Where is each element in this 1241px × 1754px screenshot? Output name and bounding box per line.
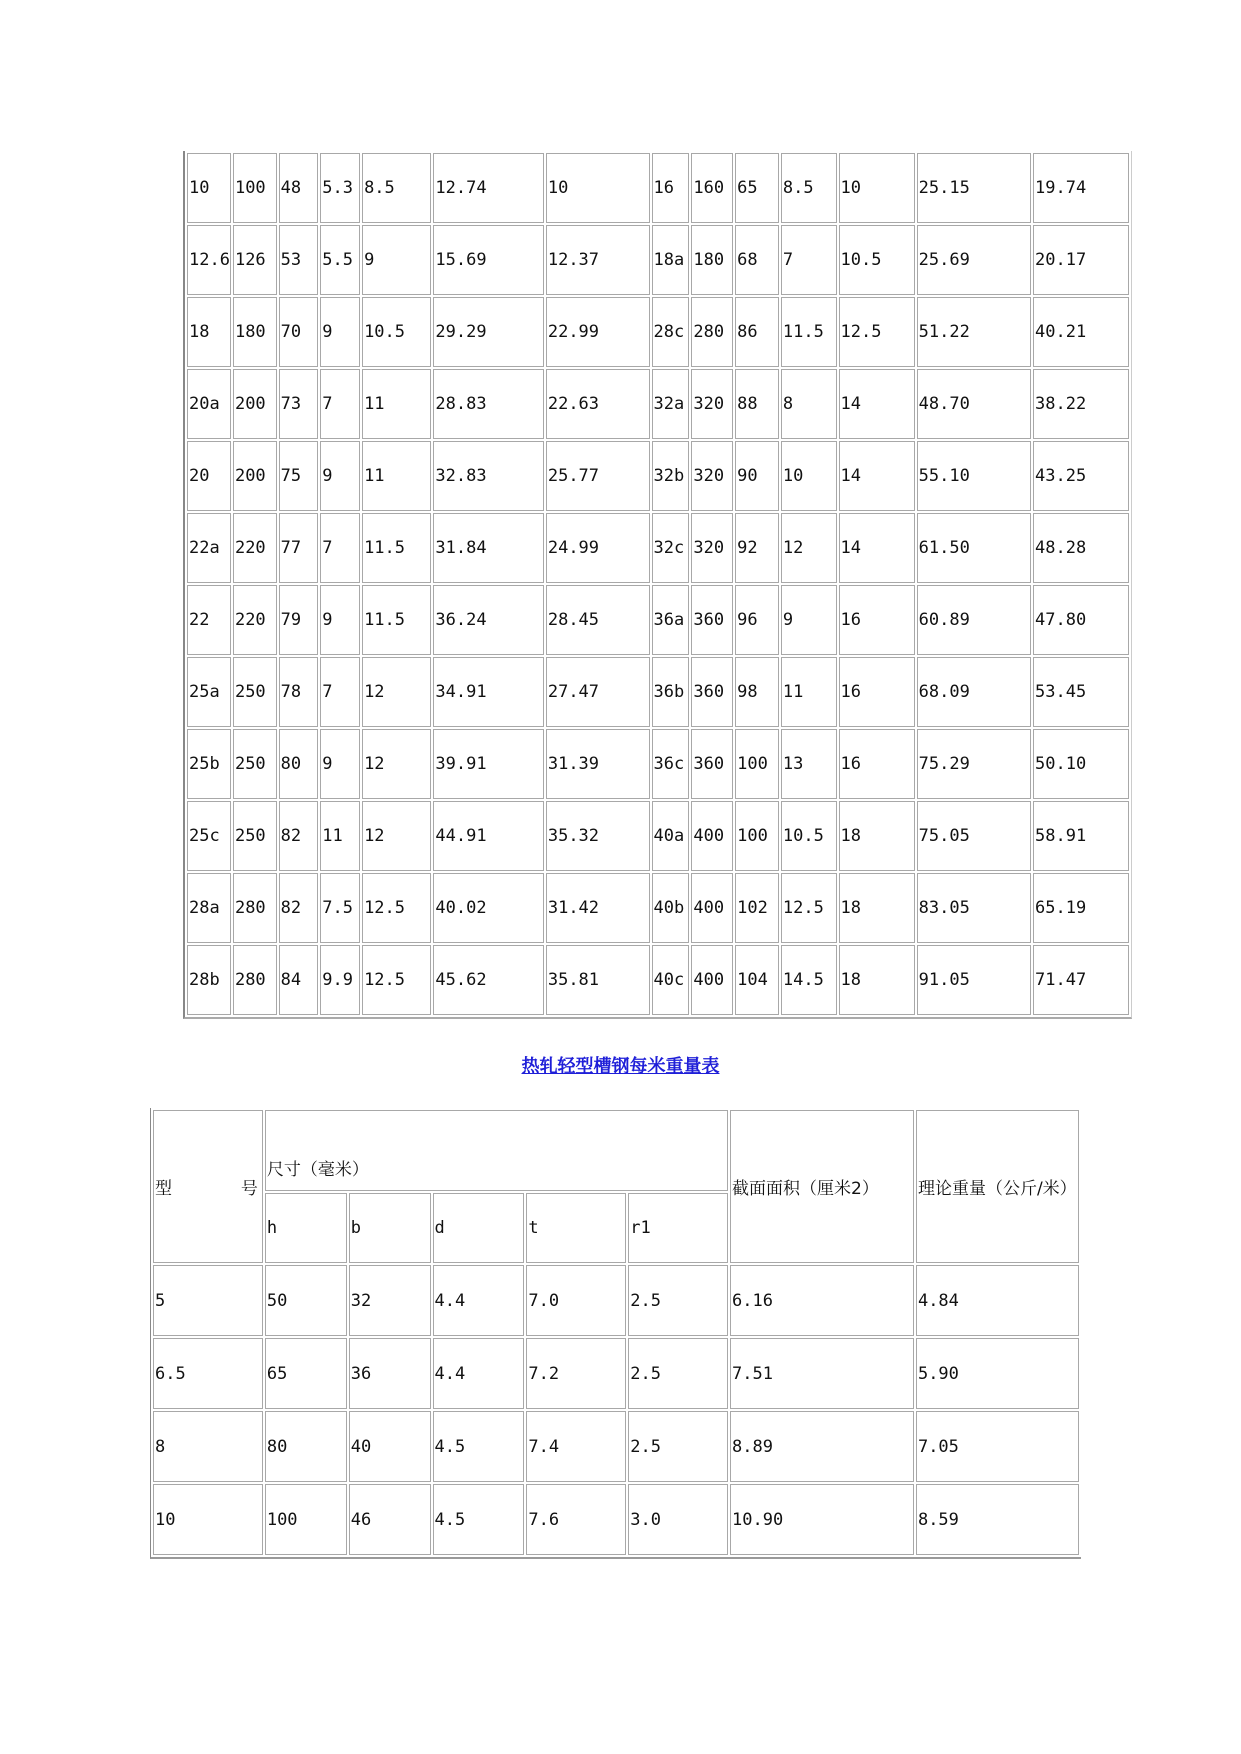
table-cell: 20 <box>187 441 231 511</box>
table-cell: 25.15 <box>917 153 1031 223</box>
table-cell: 28b <box>187 945 231 1015</box>
table-cell: 12.37 <box>546 225 650 295</box>
table-cell: 48.28 <box>1033 513 1129 583</box>
table-cell: 36b <box>652 657 690 727</box>
table-cell: 280 <box>233 873 277 943</box>
table-cell: 36c <box>652 729 690 799</box>
table-cell: 28.45 <box>546 585 650 655</box>
table-cell: 60.89 <box>917 585 1031 655</box>
table-cell: 29.29 <box>433 297 543 367</box>
subheader-t: t <box>526 1193 626 1263</box>
table-cell: 28c <box>652 297 690 367</box>
table-cell: 46 <box>349 1484 431 1555</box>
table-cell: 126 <box>233 225 277 295</box>
table-cell: 28a <box>187 873 231 943</box>
table-cell: 3.0 <box>628 1484 728 1555</box>
table-cell: 280 <box>691 297 733 367</box>
table-cell: 104 <box>735 945 779 1015</box>
table-cell: 84 <box>279 945 319 1015</box>
table-cell: 7.05 <box>916 1411 1079 1482</box>
table-cell: 7.5 <box>320 873 360 943</box>
table-cell: 5.90 <box>916 1338 1079 1409</box>
table-cell: 16 <box>652 153 690 223</box>
table-cell: 280 <box>233 945 277 1015</box>
table-cell: 24.99 <box>546 513 650 583</box>
table-cell: 6.16 <box>730 1265 914 1336</box>
table-cell: 25.77 <box>546 441 650 511</box>
table-cell: 79 <box>279 585 319 655</box>
table-cell: 43.25 <box>1033 441 1129 511</box>
light-channel-weight-table <box>150 1108 1081 1559</box>
table-row <box>187 369 1129 439</box>
table-cell: 18 <box>839 945 915 1015</box>
table-cell: 12 <box>362 801 431 871</box>
table-cell: 25a <box>187 657 231 727</box>
table-cell: 250 <box>233 729 277 799</box>
table-cell: 200 <box>233 441 277 511</box>
table-cell: 91.05 <box>917 945 1031 1015</box>
table-cell: 10.5 <box>781 801 837 871</box>
table-cell: 4.84 <box>916 1265 1079 1336</box>
table-cell: 18 <box>839 873 915 943</box>
table-cell: 40c <box>652 945 690 1015</box>
table-cell: 32b <box>652 441 690 511</box>
table-cell: 7.4 <box>526 1411 626 1482</box>
table-cell: 86 <box>735 297 779 367</box>
table-cell: 28.83 <box>433 369 543 439</box>
table-cell: 16 <box>839 585 915 655</box>
table-cell: 10.5 <box>839 225 915 295</box>
table-cell: 18 <box>187 297 231 367</box>
table-cell: 51.22 <box>917 297 1031 367</box>
table-cell: 61.50 <box>917 513 1031 583</box>
table-cell: 7 <box>320 657 360 727</box>
model-header: 型 号 <box>153 1110 263 1263</box>
table-cell: 8.89 <box>730 1411 914 1482</box>
table-cell: 88 <box>735 369 779 439</box>
table-cell: 9 <box>320 441 360 511</box>
table-cell: 22.99 <box>546 297 650 367</box>
table-cell: 36.24 <box>433 585 543 655</box>
table-cell: 400 <box>691 801 733 871</box>
table-cell: 102 <box>735 873 779 943</box>
table-row <box>187 873 1129 943</box>
table-cell: 16 <box>839 657 915 727</box>
table-cell: 25b <box>187 729 231 799</box>
table-cell: 11 <box>362 369 431 439</box>
table-cell: 14 <box>839 441 915 511</box>
table-cell: 58.91 <box>1033 801 1129 871</box>
table-cell: 7.51 <box>730 1338 914 1409</box>
table-cell: 35.32 <box>546 801 650 871</box>
table-cell: 50 <box>265 1265 347 1336</box>
table-cell: 98 <box>735 657 779 727</box>
table-cell: 32c <box>652 513 690 583</box>
table-cell: 36a <box>652 585 690 655</box>
table-cell: 360 <box>691 729 733 799</box>
table-row <box>187 585 1129 655</box>
table-cell: 12 <box>362 657 431 727</box>
table-cell: 45.62 <box>433 945 543 1015</box>
table-row <box>187 225 1129 295</box>
table-cell: 18 <box>839 801 915 871</box>
table-cell: 47.80 <box>1033 585 1129 655</box>
table-cell: 22a <box>187 513 231 583</box>
table-cell: 4.4 <box>433 1338 525 1409</box>
table-cell: 12 <box>362 729 431 799</box>
subheader-h: h <box>265 1193 347 1263</box>
table-cell: 75.29 <box>917 729 1031 799</box>
table-cell: 4.5 <box>433 1484 525 1555</box>
table-row <box>187 513 1129 583</box>
table-cell: 53.45 <box>1033 657 1129 727</box>
table-cell: 250 <box>233 657 277 727</box>
table-cell: 4.4 <box>433 1265 525 1336</box>
table-cell: 90 <box>735 441 779 511</box>
table-cell: 11 <box>781 657 837 727</box>
table-cell: 12.6 <box>187 225 231 295</box>
table-cell: 20.17 <box>1033 225 1129 295</box>
table-cell: 92 <box>735 513 779 583</box>
table-row <box>187 657 1129 727</box>
table-cell: 80 <box>265 1411 347 1482</box>
table-cell: 10 <box>153 1484 263 1555</box>
table-cell: 400 <box>691 945 733 1015</box>
table-cell: 70 <box>279 297 319 367</box>
table-cell: 7.2 <box>526 1338 626 1409</box>
table-cell: 9.9 <box>320 945 360 1015</box>
table-cell: 25c <box>187 801 231 871</box>
table-cell: 96 <box>735 585 779 655</box>
weight-header: 理论重量（公斤/米） <box>916 1110 1079 1263</box>
table-cell: 7 <box>320 513 360 583</box>
table-cell: 32a <box>652 369 690 439</box>
table-cell: 75.05 <box>917 801 1031 871</box>
table-cell: 400 <box>691 873 733 943</box>
table-cell: 360 <box>691 585 733 655</box>
table-cell: 65 <box>735 153 779 223</box>
table-cell: 68.09 <box>917 657 1031 727</box>
table-cell: 4.5 <box>433 1411 525 1482</box>
table-cell: 160 <box>691 153 733 223</box>
table-cell: 9 <box>362 225 431 295</box>
table-cell: 35.81 <box>546 945 650 1015</box>
table-row <box>187 729 1129 799</box>
table-cell: 2.5 <box>628 1338 728 1409</box>
table-cell: 8.5 <box>362 153 431 223</box>
table-cell: 100 <box>233 153 277 223</box>
table-cell: 50.10 <box>1033 729 1129 799</box>
table-cell: 16 <box>839 729 915 799</box>
header-row <box>153 1110 1079 1191</box>
table-cell: 9 <box>320 729 360 799</box>
table-cell: 5.5 <box>320 225 360 295</box>
table-cell: 44.91 <box>433 801 543 871</box>
subheader-d: d <box>433 1193 525 1263</box>
table-cell: 320 <box>691 369 733 439</box>
table-cell: 32.83 <box>433 441 543 511</box>
table-cell: 10 <box>546 153 650 223</box>
table-row <box>187 441 1129 511</box>
table-cell: 14 <box>839 513 915 583</box>
table-cell: 7.0 <box>526 1265 626 1336</box>
table-cell: 53 <box>279 225 319 295</box>
table-cell: 5 <box>153 1265 263 1336</box>
channel-steel-table-continued <box>183 151 1132 1019</box>
table-cell: 14.5 <box>781 945 837 1015</box>
table-cell: 65 <box>265 1338 347 1409</box>
table-cell: 78 <box>279 657 319 727</box>
table-cell: 10.90 <box>730 1484 914 1555</box>
table-cell: 25.69 <box>917 225 1031 295</box>
table-row <box>187 297 1129 367</box>
table-row <box>187 945 1129 1015</box>
table-cell: 65.19 <box>1033 873 1129 943</box>
table-cell: 40.02 <box>433 873 543 943</box>
table-cell: 320 <box>691 441 733 511</box>
table-cell: 220 <box>233 585 277 655</box>
table-cell: 40 <box>349 1411 431 1482</box>
table-cell: 68 <box>735 225 779 295</box>
table-cell: 31.84 <box>433 513 543 583</box>
table-cell: 11 <box>362 441 431 511</box>
table-cell: 71.47 <box>1033 945 1129 1015</box>
table-cell: 11.5 <box>362 585 431 655</box>
table-cell: 9 <box>320 297 360 367</box>
table-cell: 12.5 <box>362 945 431 1015</box>
table-cell: 220 <box>233 513 277 583</box>
table-cell: 11 <box>320 801 360 871</box>
table-cell: 9 <box>781 585 837 655</box>
table-cell: 250 <box>233 801 277 871</box>
table-cell: 80 <box>279 729 319 799</box>
table-cell: 7.6 <box>526 1484 626 1555</box>
subheader-r1: r1 <box>628 1193 728 1263</box>
table-cell: 38.22 <box>1033 369 1129 439</box>
table-cell: 83.05 <box>917 873 1031 943</box>
table-row <box>153 1338 1079 1409</box>
table-cell: 31.39 <box>546 729 650 799</box>
table-cell: 40.21 <box>1033 297 1129 367</box>
table-cell: 77 <box>279 513 319 583</box>
table-cell: 18a <box>652 225 690 295</box>
table-cell: 8.59 <box>916 1484 1079 1555</box>
table-cell: 320 <box>691 513 733 583</box>
table-cell: 40a <box>652 801 690 871</box>
table-cell: 9 <box>320 585 360 655</box>
table-cell: 15.69 <box>433 225 543 295</box>
table-cell: 27.47 <box>546 657 650 727</box>
table-cell: 2.5 <box>628 1411 728 1482</box>
table-cell: 10.5 <box>362 297 431 367</box>
table-cell: 5.3 <box>320 153 360 223</box>
table-cell: 8.5 <box>781 153 837 223</box>
table-cell: 100 <box>735 801 779 871</box>
table-row <box>187 153 1129 223</box>
table-cell: 12.5 <box>362 873 431 943</box>
table-cell: 8 <box>153 1411 263 1482</box>
table-cell: 82 <box>279 873 319 943</box>
table-cell: 10 <box>839 153 915 223</box>
table-cell: 100 <box>265 1484 347 1555</box>
table-cell: 73 <box>279 369 319 439</box>
table-cell: 360 <box>691 657 733 727</box>
subheader-b: b <box>349 1193 431 1263</box>
table-cell: 180 <box>233 297 277 367</box>
table-cell: 11.5 <box>781 297 837 367</box>
table-row <box>187 801 1129 871</box>
light-channel-table-title[interactable]: 热轧轻型槽钢每米重量表 <box>521 1056 720 1077</box>
table-cell: 200 <box>233 369 277 439</box>
table-cell: 75 <box>279 441 319 511</box>
table-cell: 82 <box>279 801 319 871</box>
table-cell: 10 <box>187 153 231 223</box>
table-row <box>153 1265 1079 1336</box>
table-cell: 10 <box>781 441 837 511</box>
table-cell: 20a <box>187 369 231 439</box>
table-cell: 12.74 <box>433 153 543 223</box>
table-row <box>153 1411 1079 1482</box>
table-cell: 14 <box>839 369 915 439</box>
table-cell: 13 <box>781 729 837 799</box>
table-cell: 12.5 <box>839 297 915 367</box>
table-cell: 22.63 <box>546 369 650 439</box>
table-cell: 7 <box>320 369 360 439</box>
table-cell: 32 <box>349 1265 431 1336</box>
table-cell: 36 <box>349 1338 431 1409</box>
area-header: 截面面积（厘米2） <box>730 1110 914 1263</box>
table-cell: 31.42 <box>546 873 650 943</box>
table-cell: 100 <box>735 729 779 799</box>
table-cell: 180 <box>691 225 733 295</box>
table-cell: 2.5 <box>628 1265 728 1336</box>
table-cell: 39.91 <box>433 729 543 799</box>
table-cell: 40b <box>652 873 690 943</box>
table-cell: 48 <box>279 153 319 223</box>
table-cell: 12.5 <box>781 873 837 943</box>
table-cell: 22 <box>187 585 231 655</box>
table-cell: 48.70 <box>917 369 1031 439</box>
table-row <box>153 1484 1079 1555</box>
table-cell: 19.74 <box>1033 153 1129 223</box>
table-cell: 6.5 <box>153 1338 263 1409</box>
table-cell: 8 <box>781 369 837 439</box>
dims-header: 尺寸（毫米） <box>265 1110 728 1191</box>
table-cell: 11.5 <box>362 513 431 583</box>
table-cell: 34.91 <box>433 657 543 727</box>
table-cell: 7 <box>781 225 837 295</box>
table-cell: 55.10 <box>917 441 1031 511</box>
table-cell: 12 <box>781 513 837 583</box>
